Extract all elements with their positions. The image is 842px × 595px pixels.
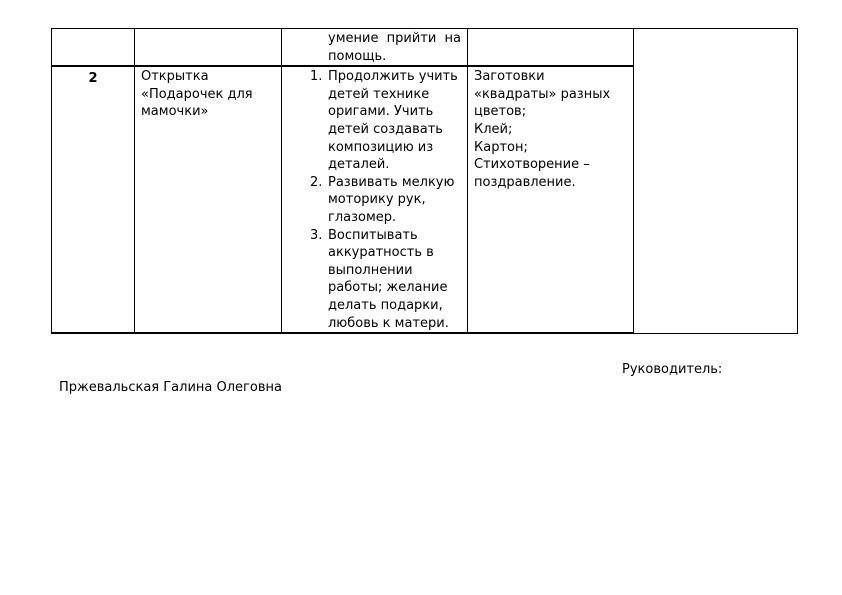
goal-item: Развивать мелкую моторику рук, глазомер.	[328, 174, 455, 225]
material-item: Картон;	[474, 139, 528, 155]
supervisor-label: Руководитель:	[622, 362, 723, 377]
goals-list	[288, 68, 461, 332]
material-item: Заготовки «квадраты» разных цветов;	[474, 69, 611, 120]
goals-cell	[282, 66, 468, 333]
goal-item: Воспитывать аккуратность в выполнении работы; желание делать подарки, любовь к матери.	[328, 227, 449, 331]
activity-title: Открытка «Подарочек для мамочки»	[135, 66, 282, 333]
table-cell-materials-empty	[468, 29, 634, 67]
table-row	[52, 29, 798, 67]
table-cell-notes	[634, 29, 798, 334]
materials-cell	[468, 66, 634, 333]
material-item: Стихотворение – поздравление.	[474, 157, 590, 190]
supervisor-name: Пржевальская Галина Олеговна	[59, 380, 282, 395]
table-cell-title-empty	[135, 29, 282, 67]
goal-item: Продолжить учить детей технике оригами. Учить детей создавать композицию из деталей.	[328, 69, 458, 173]
table-cell-goals-continuation: умение прийти на помощь.	[282, 29, 468, 67]
table-cell-number-empty	[52, 29, 135, 67]
material-item: Клей;	[474, 121, 513, 137]
row-number: 2	[52, 66, 135, 333]
lesson-plan-table	[51, 28, 798, 334]
